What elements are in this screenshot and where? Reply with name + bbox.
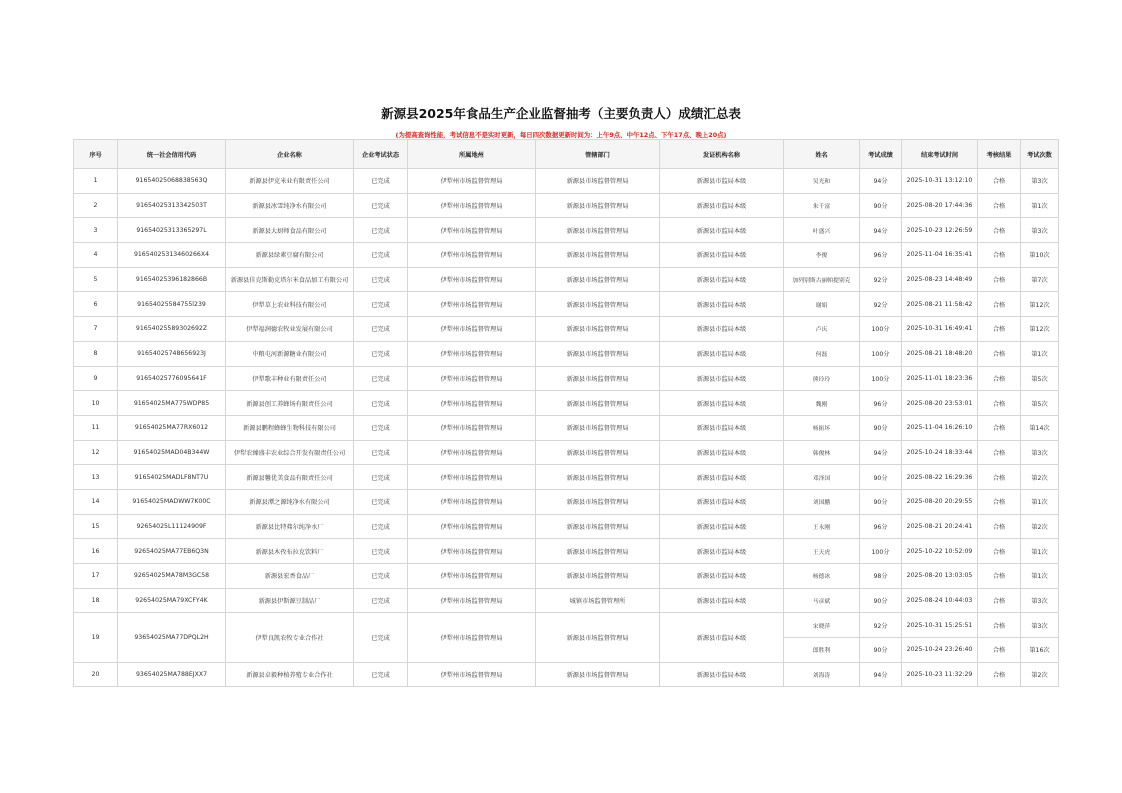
cell-dept: 新源县市场监督管理局 bbox=[536, 267, 660, 292]
cell-end-time: 2025-10-23 11:32:29 bbox=[902, 662, 978, 687]
cell-company: 新源县创工养蜂场有限责任公司 bbox=[226, 391, 354, 416]
cell-no: 7 bbox=[74, 317, 118, 342]
cell-issuer: 新源县市监局本级 bbox=[660, 391, 784, 416]
cell-name: 郎胜利 bbox=[784, 638, 860, 663]
table-row bbox=[74, 465, 1059, 490]
cell-credit-code: 93654025MA788EJXX7 bbox=[118, 662, 226, 687]
header-col-end-time: 结束考试时间 bbox=[902, 140, 978, 169]
cell-result: 合格 bbox=[978, 539, 1021, 564]
cell-name: 叶盛兴 bbox=[784, 218, 860, 243]
cell-prefecture: 伊犁州市场监督管理局 bbox=[408, 267, 536, 292]
cell-score: 96分 bbox=[860, 391, 902, 416]
cell-company: 新源县卓毅种植养殖专业合作社 bbox=[226, 662, 354, 687]
cell-score: 100分 bbox=[860, 539, 902, 564]
header-col-issuer: 发证机构名称 bbox=[660, 140, 784, 169]
table-row bbox=[74, 588, 1059, 613]
cell-prefecture: 伊犁州市场监督管理局 bbox=[408, 391, 536, 416]
cell-attempts: 第16次 bbox=[1021, 638, 1059, 663]
cell-end-time: 2025-10-31 16:49:41 bbox=[902, 317, 978, 342]
cell-end-time: 2025-08-20 17:44:36 bbox=[902, 193, 978, 218]
cell-prefecture: 伊犁州市场监督管理局 bbox=[408, 292, 536, 317]
cell-prefecture: 伊犁州市场监督管理局 bbox=[408, 514, 536, 539]
cell-result: 合格 bbox=[978, 391, 1021, 416]
cell-name: 杨振坏 bbox=[784, 415, 860, 440]
cell-end-time: 2025-08-21 18:48:20 bbox=[902, 341, 978, 366]
table-row bbox=[74, 366, 1059, 391]
cell-issuer: 新源县市监局本级 bbox=[660, 539, 784, 564]
cell-attempts: 第12次 bbox=[1021, 317, 1059, 342]
cell-dept: 新源县市场监督管理局 bbox=[536, 440, 660, 465]
cell-score: 100分 bbox=[860, 317, 902, 342]
cell-issuer: 新源县市监局本级 bbox=[660, 415, 784, 440]
cell-credit-code: 92654025MA77EB6Q3N bbox=[118, 539, 226, 564]
cell-exam-status: 已完成 bbox=[354, 415, 408, 440]
cell-issuer: 新源县市监局本级 bbox=[660, 613, 784, 662]
cell-result: 合格 bbox=[978, 465, 1021, 490]
cell-name: 韩俊林 bbox=[784, 440, 860, 465]
cell-exam-status: 已完成 bbox=[354, 391, 408, 416]
cell-exam-status: 已完成 bbox=[354, 267, 408, 292]
cell-name: 马彦斌 bbox=[784, 588, 860, 613]
table-row bbox=[74, 613, 1059, 638]
cell-credit-code: 91654025396182866B bbox=[118, 267, 226, 292]
cell-end-time: 2025-08-23 14:48:49 bbox=[902, 267, 978, 292]
cell-result: 合格 bbox=[978, 341, 1021, 366]
cell-prefecture: 伊犁州市场监督管理局 bbox=[408, 465, 536, 490]
cell-end-time: 2025-11-01 18:23:36 bbox=[902, 366, 978, 391]
cell-issuer: 新源县市监局本级 bbox=[660, 366, 784, 391]
cell-exam-status: 已完成 bbox=[354, 465, 408, 490]
cell-dept: 新源县市场监督管理局 bbox=[536, 613, 660, 662]
cell-prefecture: 伊犁州市场监督管理局 bbox=[408, 662, 536, 687]
cell-result: 合格 bbox=[978, 169, 1021, 194]
cell-exam-status: 已完成 bbox=[354, 489, 408, 514]
cell-score: 96分 bbox=[860, 514, 902, 539]
header-col-credit-code: 统一社会信用代码 bbox=[118, 140, 226, 169]
cell-no: 19 bbox=[74, 613, 118, 662]
cell-score: 96分 bbox=[860, 243, 902, 268]
table-row bbox=[74, 564, 1059, 589]
cell-issuer: 新源县市监局本级 bbox=[660, 514, 784, 539]
cell-name: 何磊 bbox=[784, 341, 860, 366]
cell-dept: 新源县市场监督管理局 bbox=[536, 662, 660, 687]
cell-no: 5 bbox=[74, 267, 118, 292]
cell-no: 8 bbox=[74, 341, 118, 366]
cell-issuer: 新源县市监局本级 bbox=[660, 564, 784, 589]
cell-no: 3 bbox=[74, 218, 118, 243]
table-row bbox=[74, 440, 1059, 465]
cell-issuer: 新源县市监局本级 bbox=[660, 193, 784, 218]
cell-name: 吴光和 bbox=[784, 169, 860, 194]
cell-company: 伊犁农臻盛丰农业综合开发有限责任公司 bbox=[226, 440, 354, 465]
cell-company: 中粮屯河新源糖业有限公司 bbox=[226, 341, 354, 366]
update-notice: (为提高查询性能，考试信息不是实时更新，每日四次数据更新时间为：上午9点、中午12点、下午17点、晚上20点) bbox=[395, 131, 727, 139]
cell-result: 合格 bbox=[978, 564, 1021, 589]
cell-attempts: 第5次 bbox=[1021, 391, 1059, 416]
cell-end-time: 2025-08-21 11:58:42 bbox=[902, 292, 978, 317]
cell-company: 新源县比特弗尔纯净水厂 bbox=[226, 514, 354, 539]
cell-result: 合格 bbox=[978, 613, 1021, 638]
cell-company: 新源县绿素豆腐有限公司 bbox=[226, 243, 354, 268]
cell-no: 2 bbox=[74, 193, 118, 218]
cell-name: 魏刚 bbox=[784, 391, 860, 416]
cell-issuer: 新源县市监局本级 bbox=[660, 243, 784, 268]
cell-prefecture: 伊犁州市场监督管理局 bbox=[408, 415, 536, 440]
cell-name: 宋晓萍 bbox=[784, 613, 860, 638]
cell-no: 9 bbox=[74, 366, 118, 391]
cell-no: 20 bbox=[74, 662, 118, 687]
cell-no: 16 bbox=[74, 539, 118, 564]
page-title: 新源县2025年食品生产企业监督抽考（主要负责人）成绩汇总表 bbox=[381, 106, 741, 121]
cell-name: 谢娟 bbox=[784, 292, 860, 317]
cell-dept: 新源县市场监督管理局 bbox=[536, 366, 660, 391]
table-row bbox=[74, 539, 1059, 564]
header-col-attempts: 考试次数 bbox=[1021, 140, 1059, 169]
cell-attempts: 第3次 bbox=[1021, 169, 1059, 194]
cell-attempts: 第2次 bbox=[1021, 465, 1059, 490]
cell-prefecture: 伊犁州市场监督管理局 bbox=[408, 588, 536, 613]
table-row bbox=[74, 243, 1059, 268]
cell-no: 18 bbox=[74, 588, 118, 613]
cell-credit-code: 91654025748656923J bbox=[118, 341, 226, 366]
cell-name: 李俊 bbox=[784, 243, 860, 268]
cell-result: 合格 bbox=[978, 415, 1021, 440]
cell-exam-status: 已完成 bbox=[354, 564, 408, 589]
cell-prefecture: 伊犁州市场监督管理局 bbox=[408, 564, 536, 589]
cell-company: 新源县伊斯源豆制品厂 bbox=[226, 588, 354, 613]
cell-end-time: 2025-10-24 18:33:44 bbox=[902, 440, 978, 465]
cell-no: 6 bbox=[74, 292, 118, 317]
table-row bbox=[74, 341, 1059, 366]
cell-attempts: 第14次 bbox=[1021, 415, 1059, 440]
cell-prefecture: 伊犁州市场监督管理局 bbox=[408, 169, 536, 194]
cell-exam-status: 已完成 bbox=[354, 514, 408, 539]
header-col-exam-status: 企业考试状态 bbox=[354, 140, 408, 169]
cell-credit-code: 91654025776095641F bbox=[118, 366, 226, 391]
cell-result: 合格 bbox=[978, 193, 1021, 218]
cell-dept: 新源县市场监督管理局 bbox=[536, 514, 660, 539]
cell-result: 合格 bbox=[978, 440, 1021, 465]
table-row bbox=[74, 267, 1059, 292]
cell-exam-status: 已完成 bbox=[354, 218, 408, 243]
cell-issuer: 新源县市监局本级 bbox=[660, 341, 784, 366]
cell-score: 92分 bbox=[860, 292, 902, 317]
cell-credit-code: 91654025MADLF8NT7U bbox=[118, 465, 226, 490]
cell-prefecture: 伊犁州市场监督管理局 bbox=[408, 243, 536, 268]
cell-score: 100分 bbox=[860, 341, 902, 366]
cell-name: 朱千富 bbox=[784, 193, 860, 218]
cell-exam-status: 已完成 bbox=[354, 292, 408, 317]
cell-name: 熊玲玲 bbox=[784, 366, 860, 391]
cell-end-time: 2025-08-20 23:53:01 bbox=[902, 391, 978, 416]
cell-credit-code: 91654025584755l239 bbox=[118, 292, 226, 317]
cell-end-time: 2025-08-22 16:29:36 bbox=[902, 465, 978, 490]
cell-credit-code: 91654025068838563Q bbox=[118, 169, 226, 194]
cell-attempts: 第7次 bbox=[1021, 267, 1059, 292]
cell-dept: 新源县市场监督管理局 bbox=[536, 218, 660, 243]
cell-credit-code: 91654025MAD04B344W bbox=[118, 440, 226, 465]
cell-attempts: 第1次 bbox=[1021, 193, 1059, 218]
cell-exam-status: 已完成 bbox=[354, 662, 408, 687]
cell-dept: 新源县市场监督管理局 bbox=[536, 465, 660, 490]
cell-prefecture: 伊犁州市场监督管理局 bbox=[408, 613, 536, 662]
cell-prefecture: 伊犁州市场监督管理局 bbox=[408, 317, 536, 342]
cell-no: 11 bbox=[74, 415, 118, 440]
cell-issuer: 新源县市监局本级 bbox=[660, 489, 784, 514]
cell-score: 94分 bbox=[860, 662, 902, 687]
cell-dept: 新源县市场监督管理局 bbox=[536, 415, 660, 440]
cell-credit-code: 92654025MA78M3GC58 bbox=[118, 564, 226, 589]
cell-result: 合格 bbox=[978, 588, 1021, 613]
cell-no: 17 bbox=[74, 564, 118, 589]
cell-end-time: 2025-08-20 20:29:55 bbox=[902, 489, 978, 514]
cell-no: 4 bbox=[74, 243, 118, 268]
table-row bbox=[74, 514, 1059, 539]
cell-company: 新源县鹏程蜂蜂生物科技有限公司 bbox=[226, 415, 354, 440]
cell-dept: 新源县市场监督管理局 bbox=[536, 292, 660, 317]
cell-company: 新源县冰雪纯净水有限公司 bbox=[226, 193, 354, 218]
header-col-prefecture: 所属地州 bbox=[408, 140, 536, 169]
cell-name: 刘海涛 bbox=[784, 662, 860, 687]
header-col-score: 考试成绩 bbox=[860, 140, 902, 169]
cell-score: 92分 bbox=[860, 267, 902, 292]
cell-company: 伊犁歌丰种业有限责任公司 bbox=[226, 366, 354, 391]
cell-company: 伊犁良凯农牧专业合作社 bbox=[226, 613, 354, 662]
cell-result: 合格 bbox=[978, 514, 1021, 539]
cell-result: 合格 bbox=[978, 317, 1021, 342]
cell-end-time: 2025-08-24 10:44:03 bbox=[902, 588, 978, 613]
cell-dept: 新源县市场监督管理局 bbox=[536, 169, 660, 194]
cell-score: 90分 bbox=[860, 638, 902, 663]
cell-prefecture: 伊犁州市场监督管理局 bbox=[408, 218, 536, 243]
cell-attempts: 第1次 bbox=[1021, 489, 1059, 514]
header-col-result: 考核结果 bbox=[978, 140, 1021, 169]
cell-end-time: 2025-11-04 16:35:41 bbox=[902, 243, 978, 268]
cell-name: 刘国鹏 bbox=[784, 489, 860, 514]
header-col-name: 姓名 bbox=[784, 140, 860, 169]
cell-credit-code: 92654025L11124909F bbox=[118, 514, 226, 539]
cell-attempts: 第3次 bbox=[1021, 440, 1059, 465]
cell-issuer: 新源县市监局本级 bbox=[660, 662, 784, 687]
cell-result: 合格 bbox=[978, 292, 1021, 317]
cell-score: 90分 bbox=[860, 415, 902, 440]
cell-exam-status: 已完成 bbox=[354, 366, 408, 391]
cell-end-time: 2025-08-20 13:03:05 bbox=[902, 564, 978, 589]
table-row bbox=[74, 415, 1059, 440]
cell-no: 14 bbox=[74, 489, 118, 514]
cell-company: 新源县佳克斯勒克塔尔米食品加工有限公司 bbox=[226, 267, 354, 292]
cell-credit-code: 91654025313365297L bbox=[118, 218, 226, 243]
cell-attempts: 第3次 bbox=[1021, 613, 1059, 638]
cell-prefecture: 伊犁州市场监督管理局 bbox=[408, 193, 536, 218]
cell-credit-code: 91654025313460266X4 bbox=[118, 243, 226, 268]
table-row bbox=[74, 391, 1059, 416]
cell-company: 新源县馨优美食品有限责任公司 bbox=[226, 465, 354, 490]
cell-score: 90分 bbox=[860, 588, 902, 613]
cell-dept: 新源县市场监督管理局 bbox=[536, 243, 660, 268]
table-row bbox=[74, 317, 1059, 342]
cell-issuer: 新源县市监局本级 bbox=[660, 465, 784, 490]
cell-name: 卢庆 bbox=[784, 317, 860, 342]
cell-exam-status: 已完成 bbox=[354, 613, 408, 662]
cell-company: 新源县潭之源纯净水有限公司 bbox=[226, 489, 354, 514]
cell-end-time: 2025-10-31 13:12:10 bbox=[902, 169, 978, 194]
cell-company: 新源县大厨师食品有限公司 bbox=[226, 218, 354, 243]
cell-score: 94分 bbox=[860, 218, 902, 243]
header-col-company: 企业名称 bbox=[226, 140, 354, 169]
cell-result: 合格 bbox=[978, 218, 1021, 243]
cell-exam-status: 已完成 bbox=[354, 341, 408, 366]
cell-company: 新源县宏香食品厂 bbox=[226, 564, 354, 589]
cell-no: 1 bbox=[74, 169, 118, 194]
cell-dept: 新源县市场监督管理局 bbox=[536, 489, 660, 514]
cell-dept: 新源县市场监督管理局 bbox=[536, 341, 660, 366]
cell-issuer: 新源县市监局本级 bbox=[660, 218, 784, 243]
cell-issuer: 新源县市监局本级 bbox=[660, 169, 784, 194]
cell-exam-status: 已完成 bbox=[354, 169, 408, 194]
cell-exam-status: 已完成 bbox=[354, 539, 408, 564]
cell-credit-code: 91654025589302692Z bbox=[118, 317, 226, 342]
table-row bbox=[74, 292, 1059, 317]
cell-credit-code: 91654025MADWW7K00C bbox=[118, 489, 226, 514]
cell-prefecture: 伊犁州市场监督管理局 bbox=[408, 489, 536, 514]
table-row bbox=[74, 218, 1059, 243]
cell-attempts: 第10次 bbox=[1021, 243, 1059, 268]
table-row bbox=[74, 193, 1059, 218]
cell-exam-status: 已完成 bbox=[354, 243, 408, 268]
cell-end-time: 2025-10-23 12:26:59 bbox=[902, 218, 978, 243]
cell-exam-status: 已完成 bbox=[354, 317, 408, 342]
cell-credit-code: 93654025MA77DPQL2H bbox=[118, 613, 226, 662]
cell-attempts: 第2次 bbox=[1021, 662, 1059, 687]
cell-name: 王永刚 bbox=[784, 514, 860, 539]
cell-result: 合格 bbox=[978, 267, 1021, 292]
cell-dept: 新源县市场监督管理局 bbox=[536, 317, 660, 342]
cell-issuer: 新源县市监局本级 bbox=[660, 267, 784, 292]
cell-attempts: 第5次 bbox=[1021, 366, 1059, 391]
results-table bbox=[73, 139, 1059, 687]
cell-name: 杨德冰 bbox=[784, 564, 860, 589]
cell-attempts: 第3次 bbox=[1021, 588, 1059, 613]
cell-attempts: 第1次 bbox=[1021, 564, 1059, 589]
cell-score: 90分 bbox=[860, 465, 902, 490]
cell-end-time: 2025-10-24 23:26:40 bbox=[902, 638, 978, 663]
header-row bbox=[74, 140, 1059, 169]
cell-no: 15 bbox=[74, 514, 118, 539]
cell-company: 伊犁草上农业科技有限公司 bbox=[226, 292, 354, 317]
cell-issuer: 新源县市监局本级 bbox=[660, 317, 784, 342]
cell-name: 王天虎 bbox=[784, 539, 860, 564]
cell-prefecture: 伊犁州市场监督管理局 bbox=[408, 366, 536, 391]
cell-score: 98分 bbox=[860, 564, 902, 589]
cell-credit-code: 92654025MA79XCFY4K bbox=[118, 588, 226, 613]
cell-prefecture: 伊犁州市场监督管理局 bbox=[408, 440, 536, 465]
cell-issuer: 新源县市监局本级 bbox=[660, 588, 784, 613]
cell-result: 合格 bbox=[978, 638, 1021, 663]
cell-attempts: 第3次 bbox=[1021, 218, 1059, 243]
cell-score: 100分 bbox=[860, 366, 902, 391]
cell-attempts: 第2次 bbox=[1021, 514, 1059, 539]
cell-exam-status: 已完成 bbox=[354, 193, 408, 218]
cell-exam-status: 已完成 bbox=[354, 588, 408, 613]
cell-no: 12 bbox=[74, 440, 118, 465]
cell-credit-code: 91654025MA775WDP85 bbox=[118, 391, 226, 416]
cell-result: 合格 bbox=[978, 662, 1021, 687]
cell-prefecture: 伊犁州市场监督管理局 bbox=[408, 341, 536, 366]
cell-score: 90分 bbox=[860, 489, 902, 514]
cell-dept: 新源县市场监督管理局 bbox=[536, 193, 660, 218]
cell-credit-code: 91654025MA77RX6012 bbox=[118, 415, 226, 440]
cell-no: 10 bbox=[74, 391, 118, 416]
table-body bbox=[74, 169, 1059, 687]
cell-issuer: 新源县市监局本级 bbox=[660, 292, 784, 317]
cell-score: 92分 bbox=[860, 613, 902, 638]
cell-result: 合格 bbox=[978, 489, 1021, 514]
cell-end-time: 2025-10-22 10:52:09 bbox=[902, 539, 978, 564]
cell-exam-status: 已完成 bbox=[354, 440, 408, 465]
header-col-no: 序号 bbox=[74, 140, 118, 169]
cell-prefecture: 伊犁州市场监督管理局 bbox=[408, 539, 536, 564]
cell-dept: 新源县市场监督管理局 bbox=[536, 564, 660, 589]
cell-result: 合格 bbox=[978, 243, 1021, 268]
cell-score: 94分 bbox=[860, 440, 902, 465]
table-row bbox=[74, 169, 1059, 194]
header-col-dept: 管辖部门 bbox=[536, 140, 660, 169]
cell-dept: 新源县市场监督管理局 bbox=[536, 539, 660, 564]
cell-attempts: 第1次 bbox=[1021, 341, 1059, 366]
cell-end-time: 2025-11-04 16:26:10 bbox=[902, 415, 978, 440]
cell-credit-code: 91654025313342503T bbox=[118, 193, 226, 218]
cell-score: 94分 bbox=[860, 169, 902, 194]
table-row bbox=[74, 662, 1059, 687]
cell-no: 13 bbox=[74, 465, 118, 490]
cell-name: 邓泽国 bbox=[784, 465, 860, 490]
cell-dept: 新源县市场监督管理局 bbox=[536, 391, 660, 416]
cell-company: 伊犁福润德农牧业发展有限公司 bbox=[226, 317, 354, 342]
cell-company: 新源县木孜布拉克饮料厂 bbox=[226, 539, 354, 564]
cell-attempts: 第1次 bbox=[1021, 539, 1059, 564]
cell-end-time: 2025-10-31 15:25:51 bbox=[902, 613, 978, 638]
cell-result: 合格 bbox=[978, 366, 1021, 391]
cell-name: 加列别斯古丽帕提别克 bbox=[784, 267, 860, 292]
cell-company: 新源县伊克米业有限责任公司 bbox=[226, 169, 354, 194]
cell-issuer: 新源县市监局本级 bbox=[660, 440, 784, 465]
cell-attempts: 第12次 bbox=[1021, 292, 1059, 317]
cell-dept: 城镇市场监督管理所 bbox=[536, 588, 660, 613]
cell-score: 90分 bbox=[860, 193, 902, 218]
table-row bbox=[74, 489, 1059, 514]
cell-end-time: 2025-08-21 20:24:41 bbox=[902, 514, 978, 539]
